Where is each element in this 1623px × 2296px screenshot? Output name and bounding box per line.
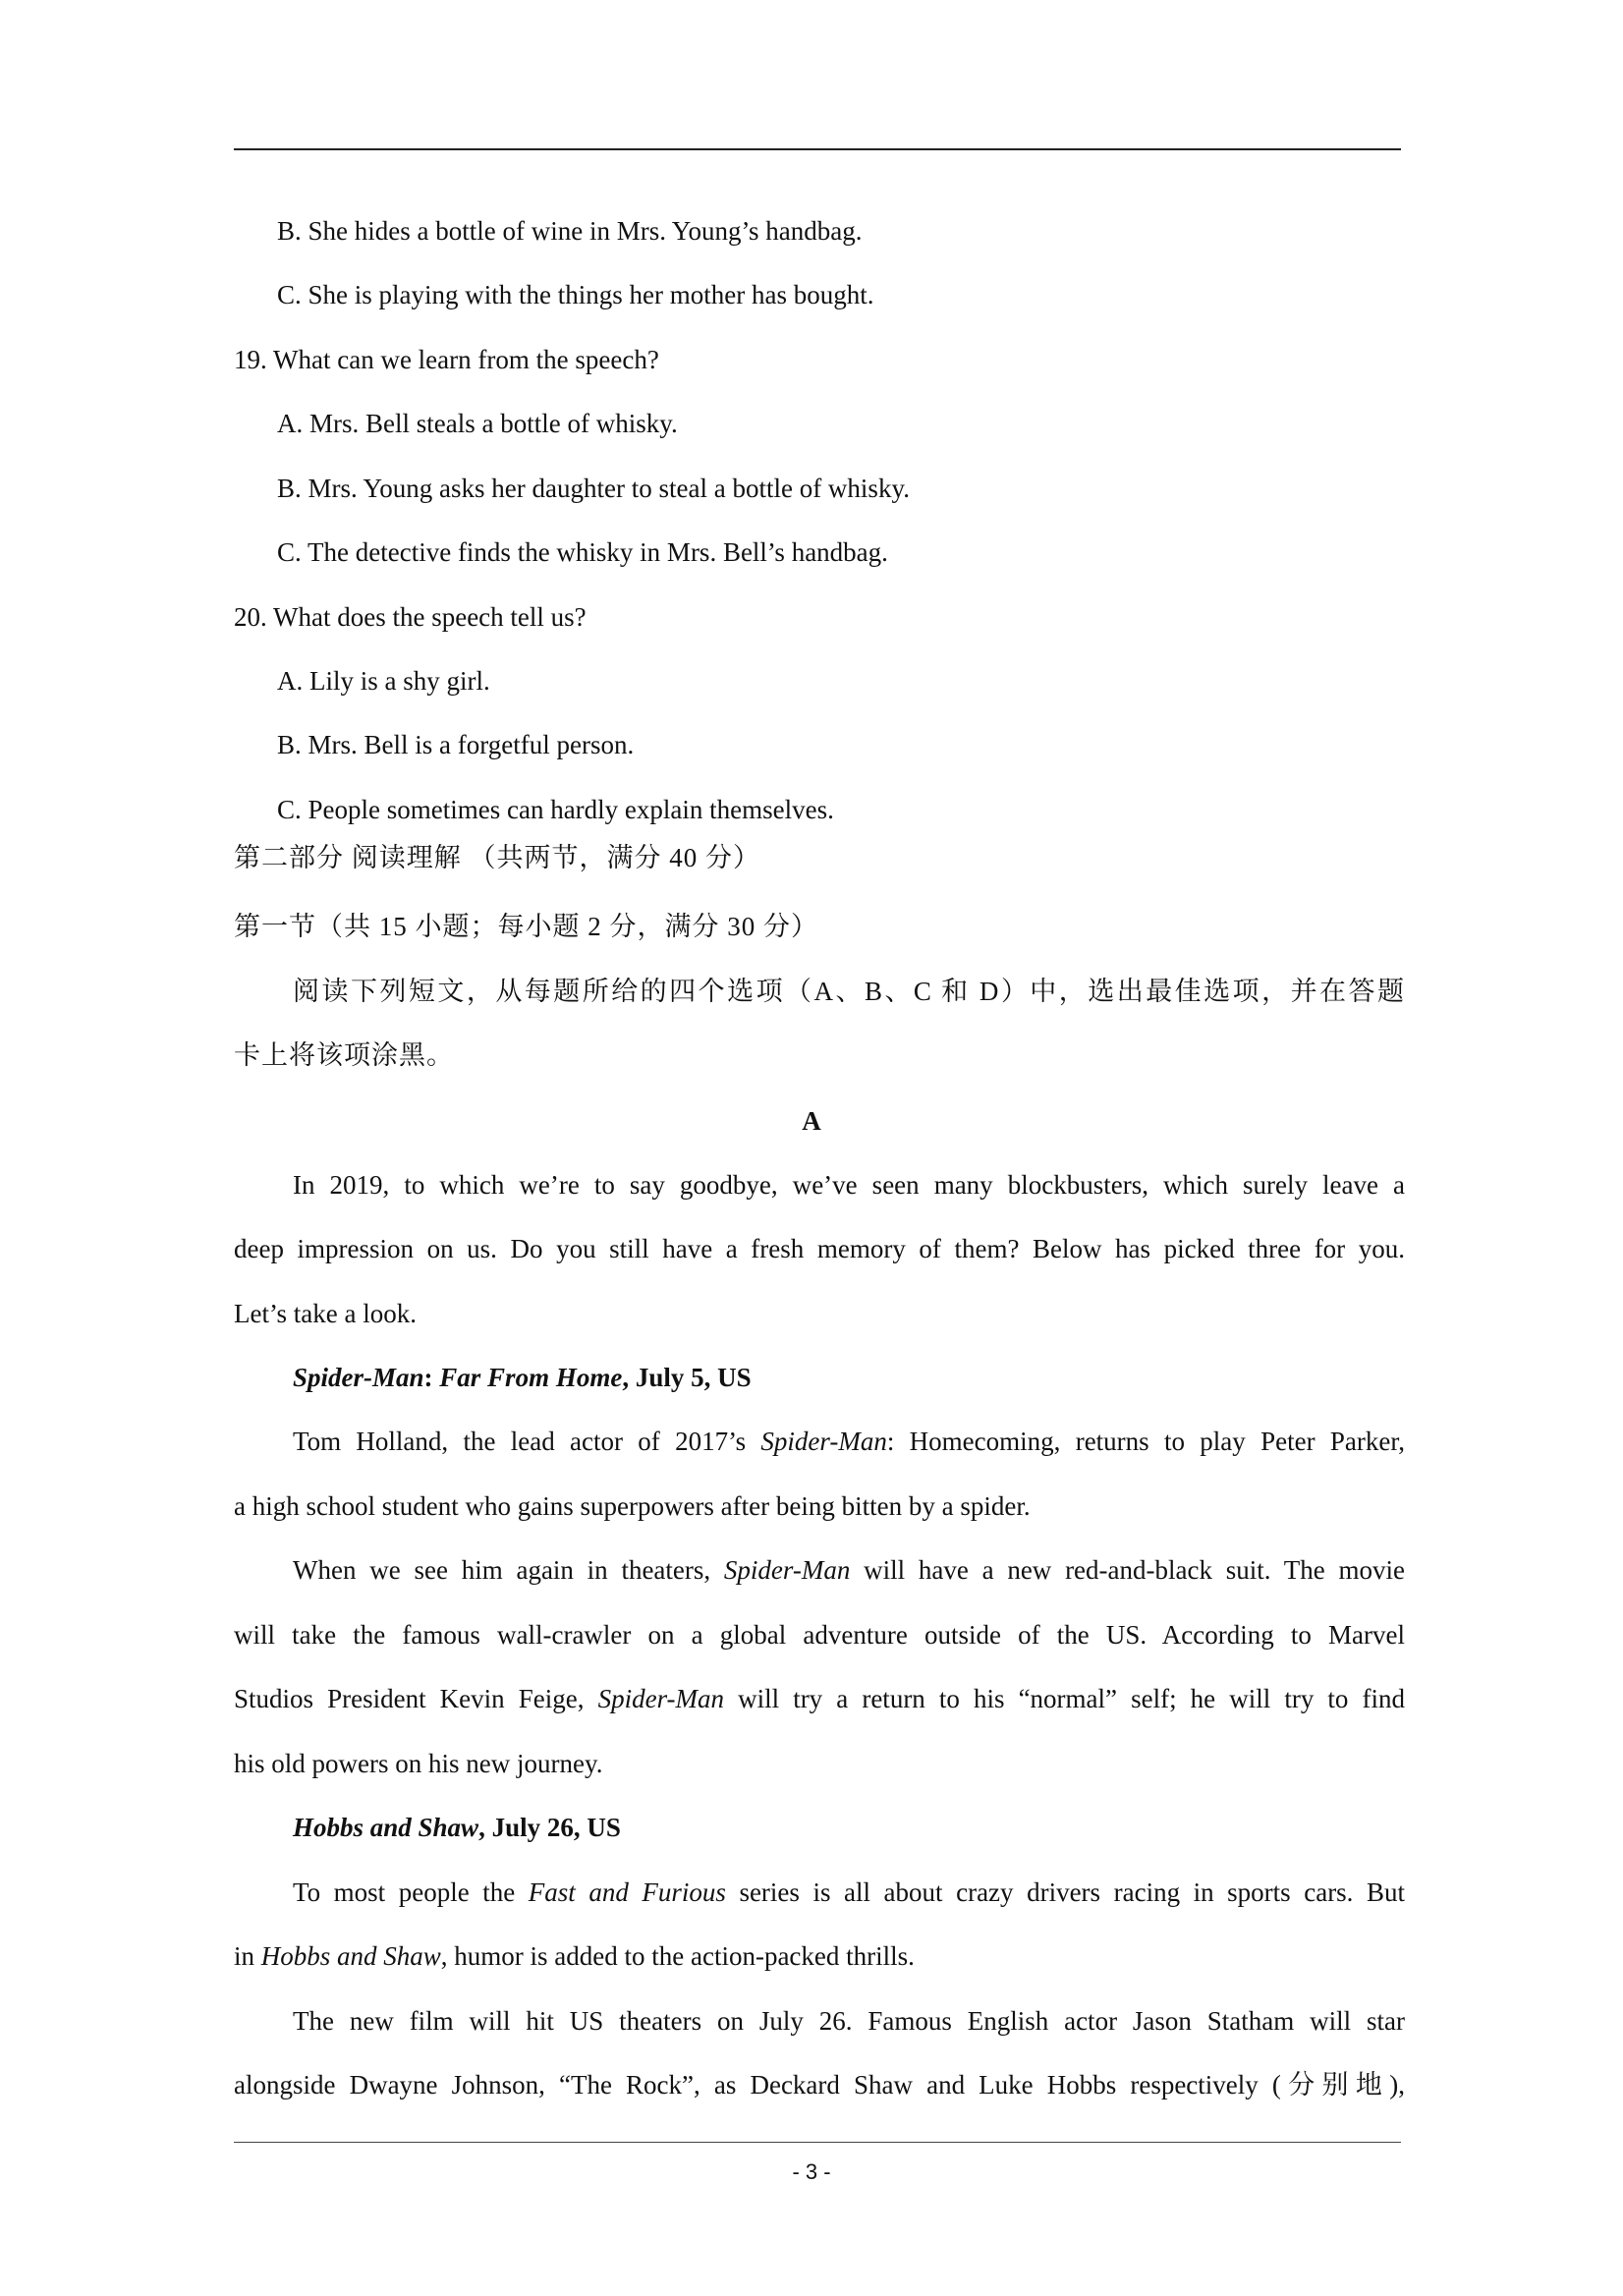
q19-question: 19. What can we learn from the speech? [234,345,659,374]
movie2-para2-line1: The new film will hit US theaters on July 26. Famous English actor Jason Statham will star [293,2006,1405,2036]
movie1-para2-line2: will take the famous wall-crawler on a global adventure outside of the US. According to Marvel [234,1620,1405,1650]
q20-option-c: C. People sometimes can hardly explain themselves. [277,795,834,824]
intro-line-2: deep impression on us. Do you still have a fresh memory of them? Below has picked three for you. [234,1234,1405,1263]
q20-option-a: A. Lily is a shy girl. [277,666,490,696]
header-rule [234,148,1401,150]
instruction-line-1: 阅读下列短文，从每题所给的四个选项（A、B、C 和 D）中，选出最佳选项，并在答题 [293,977,1405,1006]
footer-rule [234,2142,1401,2143]
q20-question: 20. What does the speech tell us? [234,602,587,632]
q20-option-b: B. Mrs. Bell is a forgetful person. [277,730,635,759]
movie1-heading: Spider-Man: Far From Home, July 5, US [293,1363,752,1392]
q18-option-c: C. She is playing with the things her mother has bought. [277,280,874,309]
q19-option-a: A. Mrs. Bell steals a bottle of whisky. [277,409,678,438]
passage-label: A [802,1106,821,1136]
movie1-para1-line1: Tom Holland, the lead actor of 2017’s Spider-Man: Homecoming, returns to play Peter Parker, [293,1427,1406,1456]
movie1-para2-line4: his old powers on his new journey. [234,1749,603,1778]
movie2-para1-line1: To most people the Fast and Furious series is all about crazy drivers racing in sports cars. But [293,1877,1405,1907]
subsection-title: 第一节（共 15 小题；每小题 2 分，满分 30 分） [234,912,818,941]
movie1-para2-line3: Studios President Kevin Feige, Spider-Man will try a return to his “normal” self; he will try to find [234,1684,1405,1713]
intro-line-3: Let’s take a look. [234,1299,417,1328]
page-number: - 3 - [792,2159,831,2184]
instruction-line-2: 卡上将该项涂黑。 [234,1040,454,1070]
movie2-heading: Hobbs and Shaw, July 26, US [293,1813,621,1842]
movie2-para1-line2: in Hobbs and Shaw, humor is added to the action-packed thrills. [234,1941,915,1971]
movie2-para2-line2: alongside Dwayne Johnson, “The Rock”, as Deckard Shaw and Luke Hobbs respectively (分别地), [234,2070,1405,2100]
q19-option-b: B. Mrs. Young asks her daughter to steal a bottle of whisky. [277,474,910,503]
q19-option-c: C. The detective finds the whisky in Mrs. Bell’s handbag. [277,537,888,567]
q18-option-b: B. She hides a bottle of wine in Mrs. Young’s handbag. [277,216,863,246]
movie1-para2-line1: When we see him again in theaters, Spider-Man will have a new red-and-black suit. The movie [293,1555,1405,1585]
part-title: 第二部分 阅读理解 （共两节，满分 40 分） [234,843,760,872]
intro-line-1: In 2019, to which we’re to say goodbye, we’ve seen many blockbusters, which surely leave a [293,1170,1405,1200]
movie1-para1-line2: a high school student who gains superpowers after being bitten by a spider. [234,1491,1031,1521]
